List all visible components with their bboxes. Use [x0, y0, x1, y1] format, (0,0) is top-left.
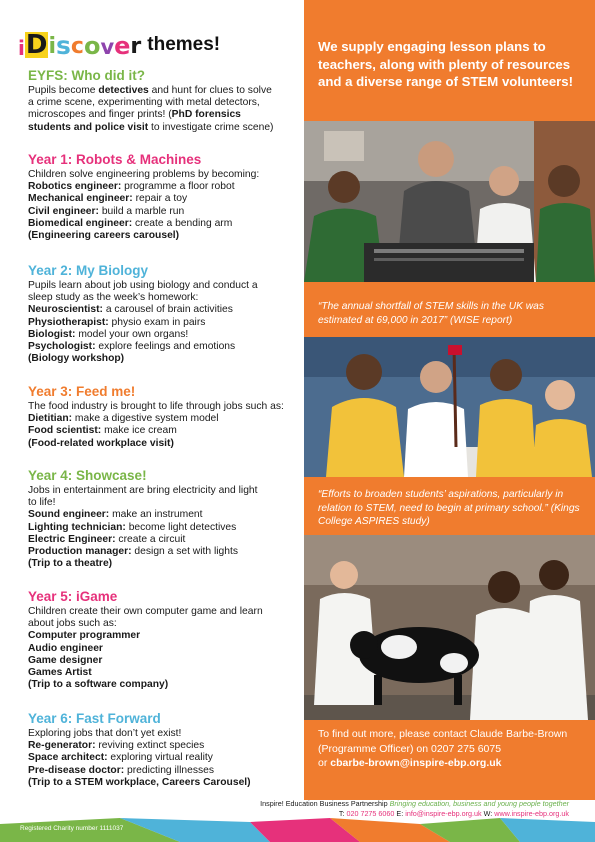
footer-org: Inspire! Education Business Partnership: [260, 799, 388, 808]
section-year-4: [28, 468, 300, 570]
section-year-3: [28, 384, 300, 450]
section-line: [28, 230, 300, 242]
section-line: [28, 546, 300, 558]
body-text: to investigate crime scene): [148, 121, 274, 133]
section-line: [28, 292, 300, 304]
section-line: [28, 304, 300, 316]
contact-email-link[interactable]: cbarbe-brown@inspire-ebp.org.uk: [330, 757, 502, 769]
quote-aspires-study: “Efforts to broaden students’ aspirations, particularly in relation to STEM, need to begin at primary school.” (Kings College ASPIRES study): [318, 489, 580, 527]
section-title: Year 3: Feed me!: [28, 384, 136, 399]
section-line: [28, 169, 300, 181]
body-text: become light detectives: [125, 521, 237, 533]
body-text: repair a toy: [132, 193, 188, 205]
section-line: [28, 438, 300, 450]
bold-text: Games Artist: [28, 667, 92, 679]
section-line: [28, 353, 300, 365]
bold-text: Food scientist:: [28, 425, 102, 437]
vets-photo: [304, 535, 595, 720]
bold-text: Production manager:: [28, 546, 132, 558]
footer-org-line: [260, 799, 569, 809]
body-text: create a circuit: [115, 533, 186, 545]
section-line: [28, 728, 300, 740]
idiscover-logo: i D i s c o v e r: [18, 30, 142, 60]
section-title: Year 2: My Biology: [28, 263, 149, 278]
body-text: The food industry is brought to life through jobs such as:: [28, 401, 284, 412]
bold-text: students and police visit: [28, 121, 149, 133]
section-line: [28, 425, 300, 437]
section-line: [28, 643, 300, 655]
bold-text: Computer programmer: [28, 630, 141, 642]
body-text: make ice cream: [101, 425, 177, 437]
bold-text: Electric Engineer:: [28, 533, 116, 545]
section-line: [28, 630, 300, 642]
bold-text: Biomedical engineer:: [28, 217, 133, 229]
classroom-photo: [304, 121, 595, 282]
bold-text: Physiotherapist:: [28, 316, 109, 328]
bold-text: (Biology workshop): [28, 353, 125, 365]
body-text: Exploring jobs that don’t yet exist!: [28, 728, 182, 739]
bold-text: (Engineering careers carousel): [28, 230, 180, 242]
footer-phone[interactable]: 020 7275 6060: [346, 809, 395, 818]
classroom-photo-image: [304, 121, 595, 282]
section-line: [28, 181, 300, 193]
section-line: [28, 218, 300, 230]
bold-text: Civil engineer:: [28, 205, 99, 217]
body-text: sleep study as the week’s homework:: [28, 292, 199, 304]
body-text: about jobs such as:: [28, 618, 117, 630]
section-line: [28, 401, 300, 413]
body-text: exploring virtual reality: [107, 752, 213, 764]
section-line: [28, 85, 300, 97]
section-line: [28, 413, 300, 425]
section-year-6: [28, 711, 300, 789]
bold-text: Biologist:: [28, 328, 76, 340]
section-line: [28, 618, 300, 630]
section-line: [28, 509, 300, 521]
body-text: model your own organs!: [75, 328, 189, 340]
body-text: predicting illnesses: [124, 764, 214, 776]
vets-photo-image: [304, 535, 595, 720]
section-line: [28, 206, 300, 218]
intro-text: We supply engaging lesson plans to teachers, along with plenty of resources and a diverse range of STEM volunteers!: [318, 39, 574, 89]
contact-or: or: [318, 757, 331, 769]
contact-line-3: [318, 756, 588, 771]
info-column: [304, 0, 595, 800]
body-text: and hunt for clues to solve: [148, 85, 272, 96]
body-text: a carousel of brain activities: [102, 304, 233, 316]
bold-text: Re-generator:: [28, 740, 96, 752]
contact-line-2: (Programme Officer) on 0207 275 6075: [318, 742, 502, 755]
bold-text: Audio engineer: [28, 642, 103, 654]
body-text: make an instrument: [109, 509, 203, 521]
section-line: [28, 765, 300, 777]
section-year-1: [28, 152, 300, 242]
section-line: [28, 534, 300, 546]
footer-email-link[interactable]: info@inspire-ebp.org.uk: [405, 809, 482, 818]
body-text: create a bending arm: [132, 217, 233, 229]
body-text: Pupils learn about job using biology and conduct a: [28, 280, 258, 291]
section-line: [28, 522, 300, 534]
section-line: [28, 752, 300, 764]
section-line: [28, 97, 300, 109]
body-text: programme a floor robot: [121, 181, 235, 193]
section-line: [28, 606, 300, 618]
bold-text: Space architect:: [28, 752, 108, 764]
section-eyfs: [28, 68, 300, 134]
body-text: Children solve engineering problems by becoming:: [28, 169, 260, 180]
body-text: build a marble run: [98, 205, 185, 217]
body-text: explore feelings and emotions: [95, 341, 236, 353]
section-line: [28, 193, 300, 205]
section-line: [28, 329, 300, 341]
contact-info: [318, 727, 588, 771]
logo-row: [18, 24, 220, 58]
section-line: [28, 777, 300, 789]
section-title: Year 1: Robots & Machines: [28, 152, 202, 167]
section-line: [28, 341, 300, 353]
body-text: design a set with lights: [131, 546, 239, 558]
section-title: Year 6: Fast Forward: [28, 711, 161, 726]
themes-heading: themes!: [147, 34, 221, 55]
section-title: Year 5: iGame: [28, 589, 118, 604]
footer-tagline: Bringing education, business and young people together: [389, 799, 569, 808]
body-text: Children create their own computer game and learn: [28, 606, 263, 617]
bold-text: (Trip to a theatre): [28, 558, 113, 570]
bold-text: PhD forensics: [171, 109, 241, 121]
body-text: Pupils become: [28, 85, 99, 96]
bold-text: (Trip to a software company): [28, 679, 169, 691]
body-text: physio exam in pairs: [108, 316, 206, 328]
experiment-photo-image: [304, 337, 595, 477]
section-line: [28, 655, 300, 667]
section-title: EYFS: Who did it?: [28, 68, 145, 83]
footer-website-link[interactable]: www.inspire-ebp.org.uk: [494, 809, 569, 818]
bold-text: Game designer: [28, 654, 103, 666]
section-year-5: [28, 589, 300, 691]
bold-text: detectives: [98, 85, 149, 96]
bold-text: Robotics engineer:: [28, 181, 122, 193]
body-text: Jobs in entertainment are bring electricity and light: [28, 485, 258, 496]
experiment-photo: [304, 337, 595, 477]
charity-number: Registered Charity number 1111037: [20, 825, 124, 832]
body-text: reviving extinct species: [95, 740, 205, 752]
bold-text: (Trip to a STEM workplace, Careers Carousel): [28, 776, 251, 788]
bold-text: Dietitian:: [28, 413, 73, 425]
footer-email-label: E:: [396, 809, 404, 818]
bold-text: Pre-disease doctor:: [28, 764, 125, 776]
section-line: [28, 485, 300, 497]
contact-line-1: To find out more, please contact Claude Barbe-Brown: [318, 728, 568, 740]
section-line: [28, 679, 300, 691]
bold-text: Sound engineer:: [28, 509, 110, 521]
section-title: Year 4: Showcase!: [28, 468, 147, 483]
section-line: [28, 740, 300, 752]
section-line: [28, 280, 300, 292]
body-text: to life!: [28, 497, 56, 509]
bold-text: (Food-related workplace visit): [28, 437, 174, 449]
themes-column: [0, 0, 304, 800]
body-text: a crime scene, experimenting with metal detectors,: [28, 97, 260, 109]
section-line: [28, 109, 300, 121]
bold-text: Neuroscientist:: [28, 304, 103, 316]
footer-text: [260, 799, 569, 819]
quote-wise-report: “The annual shortfall of STEM skills in the UK was estimated at 69,000 in 2017” (WISE report): [318, 301, 544, 326]
body-text: make a digestive system model: [72, 413, 219, 425]
bold-text: Lighting technician:: [28, 521, 126, 533]
section-line: [28, 558, 300, 570]
section-year-2: [28, 263, 300, 365]
footer-web-label: W:: [483, 809, 493, 818]
section-line: [28, 667, 300, 679]
section-line: [28, 497, 300, 509]
footer-phone-label: T:: [338, 809, 345, 818]
body-text: microscopes and finger prints! (: [28, 109, 172, 121]
section-line: [28, 317, 300, 329]
bold-text: Mechanical engineer:: [28, 193, 133, 205]
section-line: [28, 122, 300, 134]
bold-text: Psychologist:: [28, 341, 96, 353]
